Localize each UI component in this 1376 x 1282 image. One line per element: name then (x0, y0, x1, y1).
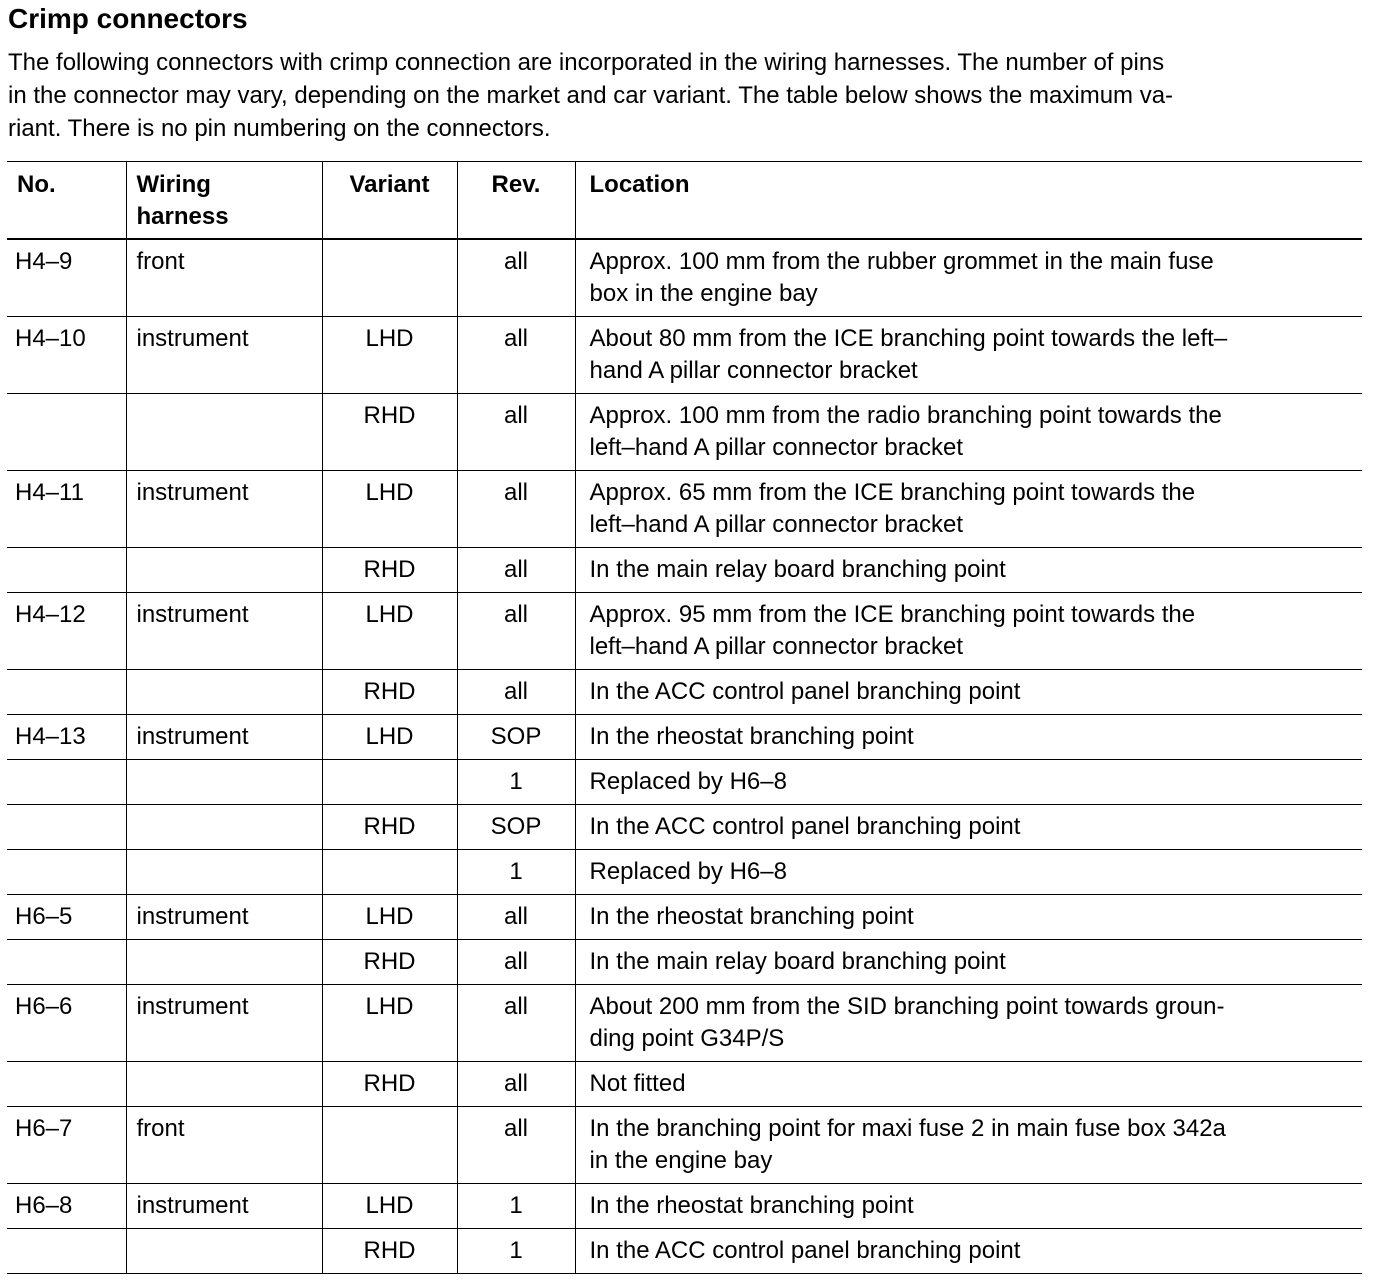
cell-variant: LHD (322, 894, 457, 939)
location-line: In the main relay board branching point (589, 947, 1006, 975)
cell-harness (126, 669, 322, 714)
cell-harness: front (126, 239, 322, 317)
header-harness-line: harness (136, 203, 229, 230)
location-line: In the main relay board branching point (589, 555, 1006, 583)
intro-line: The following connectors with crimp connection are incorporated in the wiring harnesses. The number of pins (8, 49, 1165, 76)
cell-variant: LHD (322, 316, 457, 393)
cell-rev: all (457, 1061, 575, 1106)
cell-variant: RHD (322, 1061, 457, 1106)
table-row (7, 984, 1362, 1061)
table-row (7, 804, 1362, 849)
cell-location (575, 316, 1362, 393)
cell-no: H4–10 (7, 316, 126, 393)
cell-location (575, 849, 1362, 894)
cell-rev: 1 (457, 1183, 575, 1228)
cell-no: H4–13 (7, 714, 126, 759)
location-line: hand A pillar connector bracket (589, 356, 918, 384)
cell-rev: all (457, 592, 575, 669)
cell-variant: LHD (322, 984, 457, 1061)
table-row (7, 669, 1362, 714)
cell-rev: all (457, 894, 575, 939)
cell-no (7, 939, 126, 984)
location-line: In the ACC control panel branching point (589, 677, 1021, 705)
cell-variant (322, 1106, 457, 1183)
location-line: Approx. 65 mm from the ICE branching point towards the (589, 478, 1196, 506)
location-line: Approx. 100 mm from the rubber grommet in the main fuse (589, 247, 1214, 275)
crimp-connectors-table (7, 161, 1362, 1274)
location-line: Approx. 95 mm from the ICE branching point towards the (589, 600, 1196, 628)
cell-location (575, 1228, 1362, 1273)
location-line: In the branching point for maxi fuse 2 in main fuse box 342a (589, 1114, 1226, 1142)
cell-harness (126, 849, 322, 894)
cell-location (575, 669, 1362, 714)
cell-location (575, 714, 1362, 759)
location-line: About 80 mm from the ICE branching point towards the left– (589, 324, 1228, 352)
cell-variant (322, 239, 457, 317)
header-variant: Variant (322, 162, 457, 239)
header-wiring-harness (126, 162, 322, 239)
cell-location (575, 592, 1362, 669)
cell-rev: all (457, 316, 575, 393)
intro-line: riant. There is no pin numbering on the connectors. (8, 115, 551, 142)
cell-harness: instrument (126, 714, 322, 759)
cell-no: H4–9 (7, 239, 126, 317)
cell-rev: 1 (457, 759, 575, 804)
table-row (7, 592, 1362, 669)
cell-rev: all (457, 984, 575, 1061)
table-row (7, 894, 1362, 939)
location-line: Not fitted (589, 1069, 686, 1097)
table-body (7, 239, 1362, 1274)
cell-no (7, 849, 126, 894)
cell-location (575, 470, 1362, 547)
cell-variant: RHD (322, 939, 457, 984)
cell-no: H6–5 (7, 894, 126, 939)
cell-location (575, 939, 1362, 984)
cell-harness (126, 939, 322, 984)
table-header (7, 162, 1362, 239)
cell-harness: instrument (126, 894, 322, 939)
cell-no (7, 393, 126, 470)
cell-variant: LHD (322, 1183, 457, 1228)
cell-location (575, 984, 1362, 1061)
cell-no: H4–12 (7, 592, 126, 669)
header-harness-line: Wiring (136, 171, 211, 198)
intro-line: in the connector may vary, depending on the market and car variant. The table below shows the maximum va- (8, 82, 1174, 109)
cell-harness: front (126, 1106, 322, 1183)
cell-variant (322, 849, 457, 894)
cell-rev: all (457, 669, 575, 714)
cell-harness: instrument (126, 470, 322, 547)
cell-variant: RHD (322, 1228, 457, 1273)
cell-no: H6–8 (7, 1183, 126, 1228)
cell-rev: 1 (457, 1228, 575, 1273)
location-line: About 200 mm from the SID branching point towards groun- (589, 992, 1225, 1020)
cell-harness (126, 1061, 322, 1106)
header-row (7, 162, 1362, 239)
location-line: In the ACC control panel branching point (589, 812, 1021, 840)
table-row (7, 1106, 1362, 1183)
cell-location (575, 393, 1362, 470)
cell-harness (126, 393, 322, 470)
cell-rev: all (457, 239, 575, 317)
cell-location (575, 1106, 1362, 1183)
cell-rev: 1 (457, 849, 575, 894)
table-row (7, 316, 1362, 393)
cell-rev: all (457, 939, 575, 984)
cell-variant: RHD (322, 547, 457, 592)
location-line: In the rheostat branching point (589, 1191, 914, 1219)
location-line: In the rheostat branching point (589, 722, 914, 750)
cell-harness (126, 759, 322, 804)
location-line: left–hand A pillar connector bracket (589, 433, 964, 461)
cell-harness (126, 547, 322, 592)
cell-location (575, 547, 1362, 592)
cell-no (7, 804, 126, 849)
location-line: left–hand A pillar connector bracket (589, 632, 964, 660)
cell-harness: instrument (126, 984, 322, 1061)
cell-location (575, 759, 1362, 804)
location-line: ding point G34P/S (589, 1024, 785, 1052)
table-row (7, 759, 1362, 804)
cell-location (575, 894, 1362, 939)
cell-location (575, 1183, 1362, 1228)
cell-no (7, 759, 126, 804)
header-rev: Rev. (457, 162, 575, 239)
table-row (7, 849, 1362, 894)
cell-no (7, 669, 126, 714)
cell-no (7, 1228, 126, 1273)
cell-no: H4–11 (7, 470, 126, 547)
page-title: Crimp connectors (8, 3, 248, 34)
location-line: Approx. 100 mm from the radio branching point towards the (589, 401, 1222, 429)
cell-harness (126, 804, 322, 849)
cell-rev: all (457, 393, 575, 470)
cell-harness: instrument (126, 1183, 322, 1228)
location-line: In the rheostat branching point (589, 902, 914, 930)
table-row (7, 239, 1362, 317)
location-line: Replaced by H6–8 (589, 767, 787, 795)
location-line: box in the engine bay (589, 279, 818, 307)
cell-harness (126, 1228, 322, 1273)
header-location: Location (575, 162, 1362, 239)
table-row (7, 393, 1362, 470)
location-line: left–hand A pillar connector bracket (589, 510, 964, 538)
cell-harness: instrument (126, 316, 322, 393)
cell-rev: SOP (457, 714, 575, 759)
table-row (7, 1061, 1362, 1106)
intro-paragraph (8, 46, 1358, 145)
cell-no (7, 547, 126, 592)
cell-harness: instrument (126, 592, 322, 669)
cell-variant: RHD (322, 393, 457, 470)
cell-variant (322, 759, 457, 804)
cell-location (575, 804, 1362, 849)
table-row (7, 939, 1362, 984)
cell-variant: LHD (322, 470, 457, 547)
cell-location (575, 239, 1362, 317)
cell-rev: all (457, 470, 575, 547)
location-line: In the ACC control panel branching point (589, 1236, 1021, 1264)
cell-variant: LHD (322, 592, 457, 669)
cell-variant: LHD (322, 714, 457, 759)
table-row (7, 1228, 1362, 1273)
cell-variant: RHD (322, 669, 457, 714)
cell-no: H6–6 (7, 984, 126, 1061)
cell-variant: RHD (322, 804, 457, 849)
cell-no: H6–7 (7, 1106, 126, 1183)
table-row (7, 470, 1362, 547)
location-line: in the engine bay (589, 1146, 773, 1174)
location-line: Replaced by H6–8 (589, 857, 787, 885)
cell-no (7, 1061, 126, 1106)
header-no: No. (7, 162, 126, 239)
cell-rev: all (457, 547, 575, 592)
cell-location (575, 1061, 1362, 1106)
cell-rev: SOP (457, 804, 575, 849)
cell-rev: all (457, 1106, 575, 1183)
table-row (7, 714, 1362, 759)
table-row (7, 547, 1362, 592)
table-row (7, 1183, 1362, 1228)
